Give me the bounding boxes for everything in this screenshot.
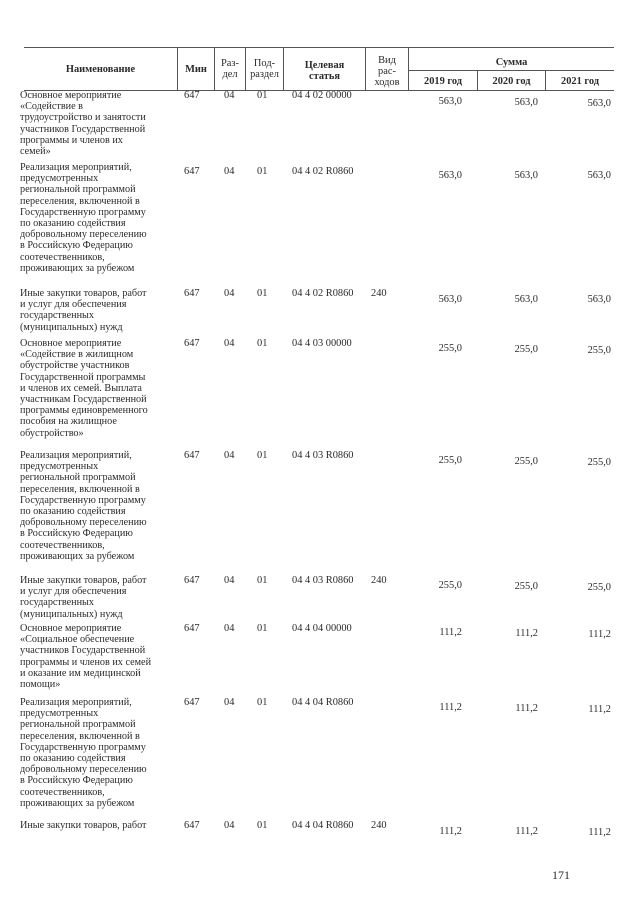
row-name-line: участников Государственной <box>20 645 146 657</box>
header-vid-line: ходов <box>374 77 400 88</box>
cell-target: 04 4 04 R0860 <box>292 697 354 708</box>
cell-razdel: 04 <box>224 338 235 349</box>
page-number: 171 <box>552 868 570 882</box>
cell-razdel: 04 <box>224 450 235 461</box>
row-name-line: по оказанию содействия <box>20 218 126 230</box>
cell-target: 04 4 03 00000 <box>292 338 352 349</box>
row-name-line: добровольному переселению <box>20 764 147 776</box>
row-name-line: переселения, включенной в <box>20 195 140 207</box>
row-name-line: обустройстве участников <box>20 360 130 372</box>
cell-razdel: 04 <box>224 90 235 101</box>
row-name-line: переселения, включенной в <box>20 730 140 742</box>
cell-s21: 255,0 <box>587 582 611 593</box>
header-year-2020: 2020 год <box>492 76 531 87</box>
row-name-line: Реализация мероприятий, <box>20 697 132 708</box>
cell-s20: 255,0 <box>514 344 538 355</box>
header-target-line: Целевая <box>304 60 345 71</box>
cell-min: 647 <box>184 820 200 831</box>
header-podrazdel-line: Под- <box>253 58 276 69</box>
row-name-line: программы единовременного <box>20 405 148 417</box>
cell-podr: 01 <box>257 338 268 349</box>
cell-s20: 563,0 <box>514 294 538 305</box>
cell-s21: 563,0 <box>587 294 611 305</box>
row-name-line: соотечественников, <box>20 786 105 798</box>
cell-podr: 01 <box>257 288 268 299</box>
row-name-line: программы и членов их семей <box>20 656 152 668</box>
cell-s19: 563,0 <box>438 294 462 305</box>
header-name: Наименование <box>65 64 136 75</box>
row-name-line: «Содействие в жилищном <box>20 349 134 361</box>
row-name <box>20 338 172 439</box>
row-name-line: добровольному переселению <box>20 517 147 529</box>
cell-s21: 563,0 <box>587 98 611 109</box>
row-name-line: программы и членов их <box>20 134 123 146</box>
row-name <box>20 90 172 157</box>
cell-target: 04 4 03 R0860 <box>292 575 354 586</box>
cell-razdel: 04 <box>224 623 235 634</box>
row-name-line: региональной программой <box>20 719 136 731</box>
cell-s21: 255,0 <box>587 457 611 468</box>
header-year-2021: 2021 год <box>561 76 599 87</box>
row-name-line: и услуг для обеспечения <box>20 299 127 311</box>
cell-podr: 01 <box>257 166 268 177</box>
header-podrazdel <box>246 58 283 80</box>
cell-s21: 111,2 <box>588 704 611 715</box>
row-name <box>20 575 172 620</box>
cell-razdel: 04 <box>224 575 235 586</box>
row-name-line: предусмотренных <box>20 461 99 473</box>
row-name-line: в Российскую Федерацию <box>20 775 133 787</box>
row-name-line: Государственную программу <box>20 206 146 218</box>
row-name-line: соотечественников, <box>20 539 105 551</box>
cell-target: 04 4 04 R0860 <box>292 820 354 831</box>
header-vid-line: Вид <box>378 55 396 66</box>
cell-podr: 01 <box>257 575 268 586</box>
cell-s19: 255,0 <box>438 580 462 591</box>
cell-s19: 111,2 <box>439 702 462 713</box>
row-name-line: государственных <box>20 597 94 609</box>
cell-min: 647 <box>184 623 200 634</box>
cell-min: 647 <box>184 90 200 101</box>
cell-min: 647 <box>184 288 200 299</box>
cell-min: 647 <box>184 166 200 177</box>
row-name-line: Иные закупки товаров, работ <box>20 820 147 831</box>
cell-podr: 01 <box>257 450 268 461</box>
cell-razdel: 04 <box>224 697 235 708</box>
row-name-line: Государственной программы <box>20 371 146 383</box>
row-name-line: участников Государственной <box>20 123 146 135</box>
header-vid <box>366 55 408 88</box>
row-name-line: и оказание им медицинской <box>20 667 141 679</box>
cell-s21: 255,0 <box>587 345 611 356</box>
cell-s19: 563,0 <box>438 96 462 107</box>
row-name-line: проживающих за рубежом <box>20 797 135 809</box>
header-razdel <box>215 58 245 80</box>
row-name-line: «Социальное обеспечение <box>20 634 135 646</box>
row-name-line: в Российскую Федерацию <box>20 528 133 540</box>
row-name-line: трудоустройство и занятости <box>20 112 146 124</box>
cell-podr: 01 <box>257 90 268 101</box>
header-top-rule <box>24 47 614 48</box>
row-name <box>20 288 172 333</box>
row-name-line: (муниципальных) нужд <box>20 321 123 333</box>
row-name-line: Основное мероприятие <box>20 623 122 634</box>
row-name-line: помощи» <box>20 679 61 691</box>
header-summa: Сумма <box>495 57 528 68</box>
row-name-line: «Содействие в <box>20 101 83 113</box>
row-name-line: Основное мероприятие <box>20 90 122 101</box>
row-name-line: и членов их семей. Выплата <box>20 382 142 394</box>
header-razdel-line: дел <box>222 69 238 80</box>
cell-s20: 563,0 <box>514 97 538 108</box>
row-name-line: Государственную программу <box>20 741 146 753</box>
cell-razdel: 04 <box>224 166 235 177</box>
row-name <box>20 162 172 274</box>
cell-target: 04 4 02 00000 <box>292 90 352 101</box>
row-name-line: участникам Государственной <box>20 394 147 406</box>
row-name-line: региональной программой <box>20 472 136 484</box>
cell-s20: 111,2 <box>515 628 538 639</box>
cell-podr: 01 <box>257 697 268 708</box>
cell-s20: 111,2 <box>515 826 538 837</box>
row-name <box>20 697 172 809</box>
cell-razdel: 04 <box>224 820 235 831</box>
cell-min: 647 <box>184 575 200 586</box>
row-name-line: Реализация мероприятий, <box>20 162 132 173</box>
cell-podr: 01 <box>257 623 268 634</box>
row-name-line: добровольному переселению <box>20 229 147 241</box>
cell-podr: 01 <box>257 820 268 831</box>
cell-vid: 240 <box>371 820 387 831</box>
row-name-line: в Российскую Федерацию <box>20 240 133 252</box>
row-name-line: по оказанию содействия <box>20 506 126 518</box>
cell-target: 04 4 03 R0860 <box>292 450 354 461</box>
header-razdel-line: Раз- <box>221 58 239 69</box>
row-name <box>20 820 172 831</box>
cell-s21: 111,2 <box>588 827 611 838</box>
header-target-line: статья <box>309 71 340 82</box>
cell-min: 647 <box>184 338 200 349</box>
cell-s19: 255,0 <box>438 455 462 466</box>
cell-s20: 563,0 <box>514 170 538 181</box>
header-podrazdel-line: раздел <box>250 69 279 80</box>
row-name-line: Основное мероприятие <box>20 338 122 349</box>
header-target <box>284 60 365 82</box>
row-name-line: соотечественников, <box>20 251 105 263</box>
row-name-line: и услуг для обеспечения <box>20 586 127 598</box>
cell-s19: 563,0 <box>438 170 462 181</box>
cell-s19: 111,2 <box>439 826 462 837</box>
cell-target: 04 4 02 R0860 <box>292 288 354 299</box>
cell-target: 04 4 02 R0860 <box>292 166 354 177</box>
row-name-line: Государственную программу <box>20 494 146 506</box>
row-name-line: государственных <box>20 310 94 322</box>
row-name-line: региональной программой <box>20 184 136 196</box>
row-name-line: переселения, включенной в <box>20 483 140 495</box>
header-year-2019: 2019 год <box>424 76 462 87</box>
row-name-line: Иные закупки товаров, работ <box>20 288 147 299</box>
row-name-line: предусмотренных <box>20 173 99 185</box>
row-name <box>20 623 172 690</box>
row-name-line: Реализация мероприятий, <box>20 450 132 461</box>
cell-s19: 255,0 <box>438 343 462 354</box>
row-name-line: по оказанию содействия <box>20 753 126 765</box>
cell-s21: 563,0 <box>587 170 611 181</box>
row-name <box>20 450 172 562</box>
row-name-line: (муниципальных) нужд <box>20 608 123 620</box>
cell-s20: 255,0 <box>514 581 538 592</box>
cell-s20: 255,0 <box>514 456 538 467</box>
row-name-line: обустройство» <box>20 427 84 439</box>
cell-min: 647 <box>184 450 200 461</box>
cell-razdel: 04 <box>224 288 235 299</box>
cell-s19: 111,2 <box>439 627 462 638</box>
row-name-line: Иные закупки товаров, работ <box>20 575 147 586</box>
row-name-line: пособия на жилищное <box>20 416 117 428</box>
cell-vid: 240 <box>371 288 387 299</box>
cell-min: 647 <box>184 697 200 708</box>
row-name-line: предусмотренных <box>20 708 99 720</box>
row-name-line: проживающих за рубежом <box>20 262 135 274</box>
header-vid-line: рас- <box>378 66 396 77</box>
row-name-line: проживающих за рубежом <box>20 550 135 562</box>
cell-s20: 111,2 <box>515 703 538 714</box>
cell-target: 04 4 04 00000 <box>292 623 352 634</box>
cell-vid: 240 <box>371 575 387 586</box>
row-name-line: семей» <box>20 146 51 158</box>
cell-s21: 111,2 <box>588 629 611 640</box>
header-min: Мин <box>185 64 207 75</box>
sum-divider-rule <box>408 70 614 71</box>
